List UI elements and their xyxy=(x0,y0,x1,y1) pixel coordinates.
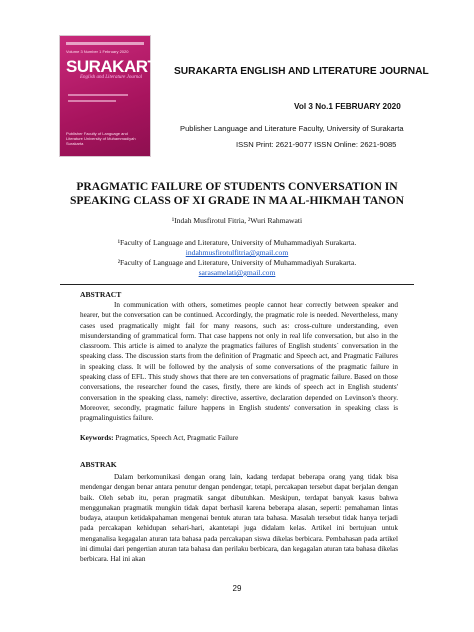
paper-title-line: PRAGMATIC FAILURE OF STUDENTS CONVERSATION IN xyxy=(76,180,398,193)
cover-top-strip xyxy=(66,42,144,45)
journal-publisher: Publisher Language and Literature Faculty, University of Surakarta xyxy=(180,124,404,133)
abstrak-paragraph: Dalam berkomunikasi dengan orang lain, kadang terdapat beberapa orang yang tidak bisa mendengar dengan benar antara penutur dengan pendengar, tetapi, percakapan tersebut dapat berjalan dengan baik. Oleh sebab itu, peran pragmatik sangat dibutuhkan. Meskipun, terdapat banyak kasus bahwa menggunakan pragmatik mungkin tidak dapat berhasil karena beberapa alasan, seperti: pemahaman lintas budaya, ataupun ketidakpahaman mengenai bentuk aturan tata bahasa. Masalah tersebut tidak hanya terjadi pada percakapan kehidupan sehari-hari, akantetapi juga didalam kelas. Artikel ini bertujuan untuk menganalisa kegagalan aturan tata bahasa pada percakapan siswa dikelas berbicara. Pembahasan pada artikel ini dimulai dari pengertian aturan tata bahasa dan perilaku berbicara, dan kegagalan aturan tata bahasa dikelas berbicara. Hal ini akan xyxy=(80,473,398,564)
affiliation-text: ¹Faculty of Language and Literature, University of Muhammadiyah Surakarta. xyxy=(117,238,357,247)
cover-decor-line xyxy=(68,94,128,96)
cover-volume-text: Volume 3 Number 1 February 2020 xyxy=(66,49,129,54)
cover-brand-logo: SURAKARTA xyxy=(66,57,168,76)
paper-title-line: SPEAKING CLASS OF XI GRADE IN MA AL-HIKMAH TANON xyxy=(69,194,405,207)
cover-footer-text: Publisher Faculty of Language and Literature University of Muhammadiyah Surakarta xyxy=(66,131,136,146)
journal-issn: ISSN Print: 2621-9077 ISSN Online: 2621-9085 xyxy=(236,140,397,149)
abstrak-heading: ABSTRAK xyxy=(80,460,117,469)
journal-volume: Vol 3 No.1 FEBRUARY 2020 xyxy=(294,102,401,111)
abstract-paragraph: In communication with others, sometimes people cannot hear correctly between speaker and hearer, but the conversation can be continued. Accordingly, the pragmatic role is needed. Nevertheless, many cases used pragmatically might fail for many reasons, such as: cross-culture understanding, even misunderstanding of grammatical form. That case happens not only in real life conversation, but also in the classroom. This article is aimed to analyze the pragmatics failures of English students` conversation in the speaking class. The discussion starts from the definition of Pragmatic and Speech act, and Pragmatic Failures in speaking class. It will be followed by the analysis of some conversations of the pragmatic failure in speaking class of EFL. This study shows that there are ten conversations of pragmatic failure. Based on those conversations, the researcher found the cases, firstly, there are kinds of speech act in English students' conversation in the speaking class, namely: directive, assertive, declaration depended on Levinson's theory. Moreover, secondly, pragmatic failure happens in English students' conversation in speaking class is pragmalinguistics failure. xyxy=(80,301,398,423)
keywords xyxy=(80,434,398,442)
cover-subtitle: English and Literature Journal xyxy=(80,75,143,80)
page-number: 29 xyxy=(232,584,242,593)
keywords-label: Keywords: xyxy=(80,434,114,442)
divider-line xyxy=(60,284,414,285)
abstract-heading: ABSTRACT xyxy=(80,290,122,299)
abstrak-body xyxy=(80,472,398,565)
paper-authors: ¹Indah Musfirotul Fitria, ²Wuri Rahmawati xyxy=(171,216,303,225)
abstract-body xyxy=(80,300,398,424)
journal-cover-image xyxy=(60,36,168,156)
email-link[interactable]: indahmusfirotulfitria@gmail.com xyxy=(185,248,289,257)
email-link[interactable]: sarasamelati@gmail.com xyxy=(198,268,276,277)
journal-title: SURAKARTA ENGLISH AND LITERATURE JOURNAL xyxy=(174,66,429,77)
cover-decor-line xyxy=(68,100,116,102)
affiliation-1 xyxy=(40,238,434,258)
affiliation-text: ²Faculty of Language and Literature, University of Muhammadiyah Surakarta. xyxy=(117,258,357,267)
keywords-text: Pragmatics, Speech Act, Pragmatic Failure xyxy=(115,434,239,442)
paper-title xyxy=(40,180,434,208)
affiliation-2 xyxy=(40,258,434,278)
